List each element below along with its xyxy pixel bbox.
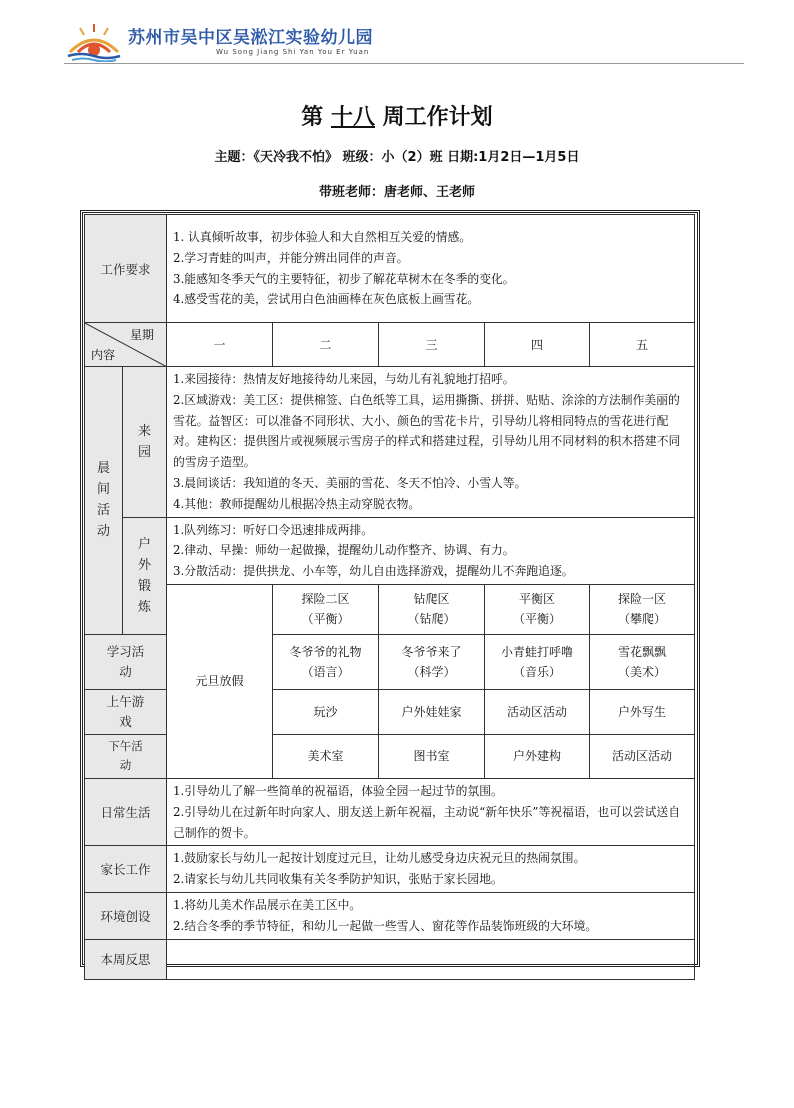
outdoor-content: [167, 517, 695, 584]
zone-cell-fri: 探险一区 （攀爬）: [590, 584, 695, 634]
holiday-cell: 元旦放假: [167, 584, 273, 778]
outdoor-zones-row: [85, 584, 695, 634]
list-item: 2.结合冬季的季节特征，和幼儿一起做一些雪人、窗花等作品装饰班级的大环境。: [173, 918, 598, 933]
day-header-mon: 一: [167, 323, 273, 367]
plan-subtitle: 主题：《天冷我不怕》 班级：小（2）班 日期:1月2日—1月5日: [214, 150, 580, 165]
list-item: 2.引导幼儿在过新年时向家人、朋友送上新年祝福，主动说“新年快乐”等祝福语，也可以尝试送自己制作的贺卡。: [173, 804, 681, 840]
learning-cell-fri: 雪花飘飘 （美术）: [590, 634, 695, 689]
list-item: 4.感受雪花的美，尝试用白色油画棒在灰色底板上画雪花。: [173, 292, 480, 307]
am-game-cell-tue: 玩沙: [273, 689, 379, 734]
list-item: 1.队列练习：听好口令迅速排成两排。: [173, 522, 374, 537]
arrival-label: 来园: [123, 367, 167, 518]
day-header-wed: 三: [379, 323, 485, 367]
am-game-cell-fri: 户外写生: [590, 689, 695, 734]
title-suffix: 周工作计划: [382, 105, 493, 130]
header-divider: [64, 63, 744, 64]
school-logo-icon: [64, 18, 124, 62]
list-item: 1.来园接待：热情友好地接待幼儿来园，与幼儿有礼貌地打招呼。: [173, 372, 515, 386]
school-name: 苏州市吴中区吴淞江实验幼儿园: [128, 28, 373, 48]
daily-life-content: [167, 778, 695, 845]
teachers-line: 带班老师：唐老师、王老师: [318, 185, 475, 200]
list-item: 2.区域游戏：美工区：提供棉签、白色纸等工具，运用撕撕、拼拼、贴贴、涂涂的方法制作美丽的雪花。益智区：可以准备不同形状、大小、颜色的雪花卡片，引导幼儿将相同特点的雪花进行配对。建构区：提供图片或视频展示雪房子的样式和搭建过程，引导幼儿用不同材料的积木搭建不同的雪房子造型。: [173, 392, 681, 470]
environment-content: [167, 892, 695, 939]
day-header-tue: 二: [273, 323, 379, 367]
learning-activities-label: 学习活动: [85, 634, 167, 689]
work-requirements-label: 工作要求: [85, 215, 167, 323]
day-header-thu: 四: [485, 323, 590, 367]
reflection-label: 本周反思: [85, 939, 167, 979]
arrival-content: [167, 367, 695, 518]
weekday-header-row: [85, 323, 695, 367]
daily-life-label: 日常生活: [85, 778, 167, 845]
outdoor-exercise-label: 户外锻炼: [123, 517, 167, 634]
reflection-row: [85, 939, 695, 979]
list-item: 1.引导幼儿了解一些简单的祝福语，体验全园一起过节的氛围。: [173, 783, 503, 798]
weekly-plan-table: [84, 214, 695, 980]
learning-cell-thu: 小青蛙打呼噜 （音乐）: [485, 634, 590, 689]
morning-activities-label: 晨间活动: [85, 367, 123, 635]
work-requirements-content: [167, 215, 695, 323]
learning-cell-wed: 冬爷爷来了 （科学）: [379, 634, 485, 689]
pm-activity-cell-wed: 图书室: [379, 734, 485, 778]
pm-activity-cell-fri: 活动区活动: [590, 734, 695, 778]
list-item: 2.律动、早操：师幼一起做操，提醒幼儿动作整齐、协调、有力。: [173, 543, 515, 558]
zone-cell-tue: 探险二区 （平衡）: [273, 584, 379, 634]
parent-work-content: [167, 846, 695, 893]
parent-work-label: 家长工作: [85, 846, 167, 893]
reflection-content: [167, 939, 695, 979]
list-item: 1. 认真倾听故事，初步体验人和大自然相互关爱的情感。: [173, 229, 472, 244]
weekday-corner-cell: [85, 323, 167, 367]
list-item: 3.能感知冬季天气的主要特征，初步了解花草树木在冬季的变化。: [173, 271, 515, 286]
pm-activities-label: 下午活动: [85, 734, 167, 778]
list-item: 3.分散活动：提供拱龙、小车等，幼儿自由选择游戏，提醒幼儿不奔跑追逐。: [173, 564, 574, 579]
day-header-fri: 五: [590, 323, 695, 367]
outdoor-row: [85, 517, 695, 584]
list-item: 4.其他：教师提醒幼儿根据冷热主动穿脱衣物。: [173, 496, 421, 511]
am-game-cell-thu: 活动区活动: [485, 689, 590, 734]
zone-cell-thu: 平衡区 （平衡）: [485, 584, 590, 634]
list-item: 3.晨间谈话：我知道的冬天、美丽的雪花、冬天不怕冷、小雪人等。: [173, 475, 527, 490]
list-item: 1.将幼儿美术作品展示在美工区中。: [173, 897, 362, 912]
arrival-row: [85, 367, 695, 518]
zone-cell-wed: 钻爬区 （钻爬）: [379, 584, 485, 634]
environment-row: [85, 892, 695, 939]
parent-work-row: [85, 846, 695, 893]
work-requirements-row: [85, 215, 695, 323]
corner-content-label: 内容: [91, 348, 116, 362]
daily-life-row: [85, 778, 695, 845]
corner-weekday-label: 星期: [130, 328, 155, 342]
environment-label: 环境创设: [85, 892, 167, 939]
list-item: 1.鼓励家长与幼儿一起按计划度过元旦，让幼儿感受身边庆祝元旦的热闹氛围。: [173, 851, 586, 866]
learning-cell-tue: 冬爷爷的礼物 （语言）: [273, 634, 379, 689]
pm-activity-cell-thu: 户外建构: [485, 734, 590, 778]
school-pinyin: Wu Song Jiang Shi Yan You Er Yuan: [216, 48, 370, 56]
am-games-label: 上午游戏: [85, 689, 167, 734]
page-title: [0, 100, 794, 131]
pm-activity-cell-tue: 美术室: [273, 734, 379, 778]
list-item: 2.请家长与幼儿共同收集有关冬季防护知识，张贴于家长园地。: [173, 872, 503, 887]
page-header: [64, 18, 744, 66]
title-prefix: 第: [301, 105, 324, 130]
list-item: 2.学习青蛙的叫声，并能分辨出同伴的声音。: [173, 250, 409, 265]
title-week-number: 十八: [330, 105, 375, 130]
am-game-cell-wed: 户外娃娃家: [379, 689, 485, 734]
